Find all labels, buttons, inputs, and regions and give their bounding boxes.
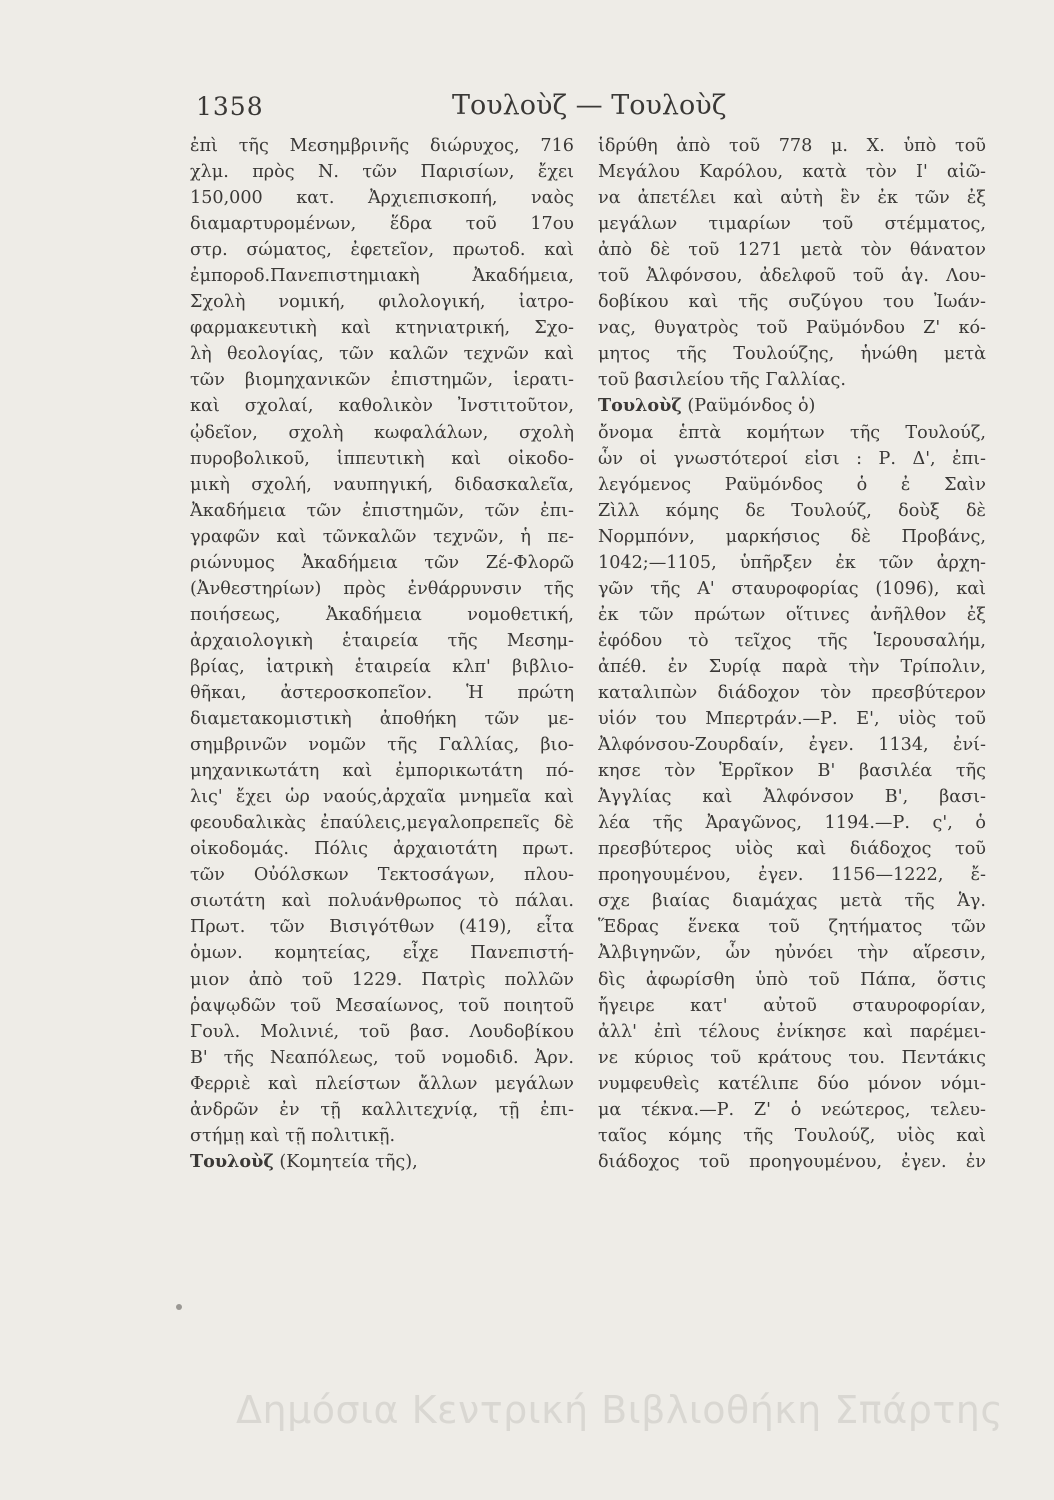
entry-subtitle: (Ραϋμόνδος ὁ) (687, 396, 816, 417)
text-line: 1042;—1105, ὑπῆρξεν ἐκ τῶν ἀρχη- (598, 552, 986, 573)
text-line: πρεσβύτερος υἱὸς καὶ διάδοχος τοῦ (598, 839, 986, 860)
text-line: (Ἀνθεστηρίων) πρὸς ἐνθάρρυνσιν τῆς (190, 578, 574, 599)
text-line: ὧν οἱ γνωστότεροί εἰσι : Ρ. Δ', ἐπι- (598, 448, 986, 469)
text-line: χλμ. πρὸς Ν. τῶν Παρισίων, ἔχει (190, 162, 574, 183)
right-column-text-top (598, 133, 986, 393)
text-line: Ἕδρας ἕνεκα τοῦ ζητήματος τῶν (598, 917, 986, 938)
text-line: λέα τῆς Ἀραγῶνος, 1194.—Ρ. ς', ὁ (598, 813, 986, 834)
text-line: διαμετακομιστικὴ ἀποθήκη τῶν με- (190, 709, 574, 730)
text-line: μητος τῆς Τουλούζης, ἡνώθη μετὰ (598, 344, 986, 365)
text-line: προηγουμένου, ἐγεν. 1156—1222, ἔ- (598, 865, 986, 886)
text-line: δὶς ἀφωρίσθη ὑπὸ τοῦ Πάπα, ὅστις (598, 969, 986, 990)
text-line: ὁμων. κομητείας, εἶχε Πανεπιστή- (190, 943, 574, 964)
text-line: μα τέκνα.—Ρ. Ζ' ὁ νεώτερος, τελευ- (598, 1099, 986, 1120)
text-line: Νορμπόνν, μαρκήσιος δὲ Προβάνς, (598, 526, 986, 547)
text-line: ἀπὸ δὲ τοῦ 1271 μετὰ τὸν θάνατον (598, 240, 986, 261)
text-line: ἐπὶ τῆς Μεσημβρινῆς διώρυχος, 716 (190, 136, 574, 156)
text-line: μεγάλων τιμαρίων τοῦ στέμματος, (598, 214, 986, 235)
text-line: τῶν βιομηχανικῶν ἐπιστημῶν, ἱερατι- (190, 370, 574, 391)
text-line: θῆκαι, ἀστεροσκοπεῖον. Ἡ πρώτη (190, 682, 574, 703)
entry-line-right (598, 393, 986, 419)
text-line: καταλιπὼν διάδοχον τὸν πρεσβύτερον (598, 682, 986, 703)
left-column (190, 133, 574, 1175)
text-line: ἀνδρῶν ἐν τῇ καλλιτεχνίᾳ, τῇ ἐπι- (190, 1099, 574, 1120)
text-line: Ἀγγλίας καὶ Ἀλφόνσον Β', βασι- (598, 787, 986, 808)
text-line: λις' ἔχει ὡρ ναούς,ἀρχαῖα μνημεῖα καὶ (190, 787, 574, 808)
text-line: στήμῃ καὶ τῇ πολιτικῇ. (190, 1125, 396, 1146)
text-line: ἤγειρε κατ' αὐτοῦ σταυροφορίαν, (598, 995, 986, 1016)
text-line: νε κύριος τοῦ κράτους του. Πεντάκις (598, 1047, 986, 1068)
text-line: υἱόν του Μπερτράν.—Ρ. Ε', υἱὸς τοῦ (598, 709, 986, 730)
text-line: καὶ σχολαί, καθολικὸν Ἰνστιτοῦτον, (190, 396, 574, 417)
text-line: λὴ θεολογίας, τῶν καλῶν τεχνῶν καὶ (190, 344, 574, 365)
text-line: νας, θυγατρὸς τοῦ Ραϋμόνδου Ζ' κό- (598, 318, 986, 339)
page-number: 1358 (196, 92, 264, 121)
text-line: βρίας, ἰατρικὴ ἑταιρεία κλπ' βιβλιο- (190, 656, 574, 677)
text-line: μηχανικωτάτη καὶ ἐμπορικωτάτη πό- (190, 761, 574, 782)
text-line: ἀρχαιολογικὴ ἑταιρεία τῆς Μεσημ- (190, 630, 574, 651)
right-column-text-bottom (598, 420, 986, 1175)
text-line: φαρμακευτικὴ καὶ κτηνιατρική, Σχο- (190, 318, 574, 339)
text-line: ἐφόδου τὸ τεῖχος τῆς Ἱερουσαλήμ, (598, 630, 986, 651)
text-line: ποιήσεως, Ἀκαδήμεια νομοθετική, (190, 604, 574, 625)
text-line: μιον ἀπὸ τοῦ 1229. Πατρὶς πολλῶν (190, 969, 574, 990)
text-line: ᾠδεῖον, σχολὴ κωφαλάλων, σχολὴ (190, 422, 574, 443)
text-line: σχε βιαίας διαμάχας μετὰ τῆς Ἁγ. (598, 891, 986, 912)
left-column-text (190, 133, 574, 1149)
text-line: Ἀλφόνσου-Ζουρδαίν, ἐγεν. 1134, ἐνί- (598, 735, 986, 756)
text-line: διαμαρτυρομένων, ἕδρα τοῦ 17ου (190, 214, 574, 235)
entry-line-left (190, 1149, 574, 1175)
text-line: Φερριὲ καὶ πλείστων ἄλλων μεγάλων (190, 1073, 574, 1094)
text-line: φεουδαλικὰς ἐπαύλεις,μεγαλοπρεπεῖς δὲ (190, 813, 574, 834)
text-line: τοῦ βασιλείου τῆς Γαλλίας. (598, 370, 846, 391)
right-column (598, 133, 986, 1175)
text-line: Γουλ. Μολινιέ, τοῦ βασ. Λουδοβίκου (190, 1021, 574, 1042)
text-line: ταῖος κόμης τῆς Τουλούζ, υἱὸς καὶ (598, 1125, 986, 1146)
text-line: δοβίκου καὶ τῆς συζύγου του Ἰωάν- (598, 292, 986, 313)
text-line: ὄνομα ἑπτὰ κομήτων τῆς Τουλούζ, (598, 422, 986, 443)
text-line: να ἀπετέλει καὶ αὐτὴ ἓν ἐκ τῶν ἐξ (598, 188, 986, 209)
text-line: οἰκοδομάς. Πόλις ἀρχαιοτάτη πρωτ. (190, 839, 574, 860)
text-line: νυμφευθεὶς κατέλιπε δύο μόνον νόμι- (598, 1073, 986, 1094)
text-line: Ἀλβιγηνῶν, ὧν ηὐνόει τὴν αἵρεσιν, (598, 943, 986, 964)
text-line: ἐμποροδ.Πανεπιστημιακὴ Ἀκαδήμεια, (190, 266, 574, 287)
text-line: Β' τῆς Νεαπόλεως, τοῦ νομοδιδ. Ἀρν. (190, 1047, 574, 1068)
text-line: Πρωτ. τῶν Βισιγότθων (419), εἶτα (190, 917, 574, 938)
text-line: ἱδρύθη ἀπὸ τοῦ 778 μ. Χ. ὑπὸ τοῦ (598, 136, 986, 156)
text-line: Ζὶλλ κόμης δε Τουλούζ, δοὺξ δὲ (598, 500, 986, 521)
text-line: ἀλλ' ἐπὶ τέλους ἐνίκησε καὶ παρέμει- (598, 1021, 986, 1042)
text-line: κησε τὸν Ἑρρῖκον Β' βασιλέα τῆς (598, 761, 986, 782)
text-line: Ἀκαδήμεια τῶν ἐπιστημῶν, τῶν ἐπι- (190, 500, 574, 521)
text-line: 150,000 κατ. Ἀρχιεπισκοπή, ναὸς (190, 188, 574, 209)
text-line: Σχολὴ νομική, φιλολογική, ἰατρο- (190, 292, 574, 313)
text-line: τῶν Οὐόλσκων Τεκτοσάγων, πλου- (190, 865, 574, 886)
entry-subtitle: (Κομητεία τῆς), (279, 1151, 418, 1172)
text-line: μικὴ σχολή, ναυπηγική, διδασκαλεῖα, (190, 474, 574, 495)
text-line: γραφῶν καὶ τῶνκαλῶν τεχνῶν, ἡ πε- (190, 526, 574, 547)
running-head: Τουλοὺζ — Τουλοὺζ (452, 90, 727, 121)
text-line: λεγόμενος Ραϋμόνδος ὁ ἐ Σαὶν (598, 474, 986, 495)
text-line: τοῦ Ἀλφόνσου, ἀδελφοῦ τοῦ ἁγ. Λου- (598, 266, 986, 287)
text-line: σιωτάτη καὶ πολυάνθρωπος τὸ πάλαι. (190, 891, 574, 912)
text-line: γῶν τῆς Α' σταυροφορίας (1096), καὶ (598, 578, 986, 599)
text-line: διάδοχος τοῦ προηγουμένου, ἐγεν. ἐν (598, 1151, 986, 1172)
text-line: στρ. σώματος, ἐφετεῖον, πρωτοδ. καὶ (190, 240, 574, 261)
text-line: ριώνυμος Ἀκαδήμεια τῶν Ζέ-Φλορῶ (190, 552, 574, 573)
library-watermark: Δημόσια Κεντρική Βιβλιοθήκη Σπάρτης (236, 1388, 1004, 1432)
text-line: ῥαψῳδῶν τοῦ Μεσαίωνος, τοῦ ποιητοῦ (190, 995, 574, 1016)
entry-headword: Τουλοὺζ (598, 395, 682, 417)
text-line: ἀπέθ. ἐν Συρίᾳ παρὰ τὴν Τρίπολιν, (598, 656, 986, 677)
ink-smudge (176, 1304, 182, 1310)
text-line: σημβρινῶν νομῶν τῆς Γαλλίας, βιο- (190, 735, 574, 756)
text-line: ἐκ τῶν πρώτων οἵτινες ἀνῆλθον ἐξ (598, 604, 986, 625)
text-line: Μεγάλου Καρόλου, κατὰ τὸν Ι' αἰῶ- (598, 162, 986, 183)
entry-headword: Τουλοὺζ (190, 1150, 274, 1172)
text-line: πυροβολικοῦ, ἱππευτικὴ καὶ οἰκοδο- (190, 448, 574, 469)
